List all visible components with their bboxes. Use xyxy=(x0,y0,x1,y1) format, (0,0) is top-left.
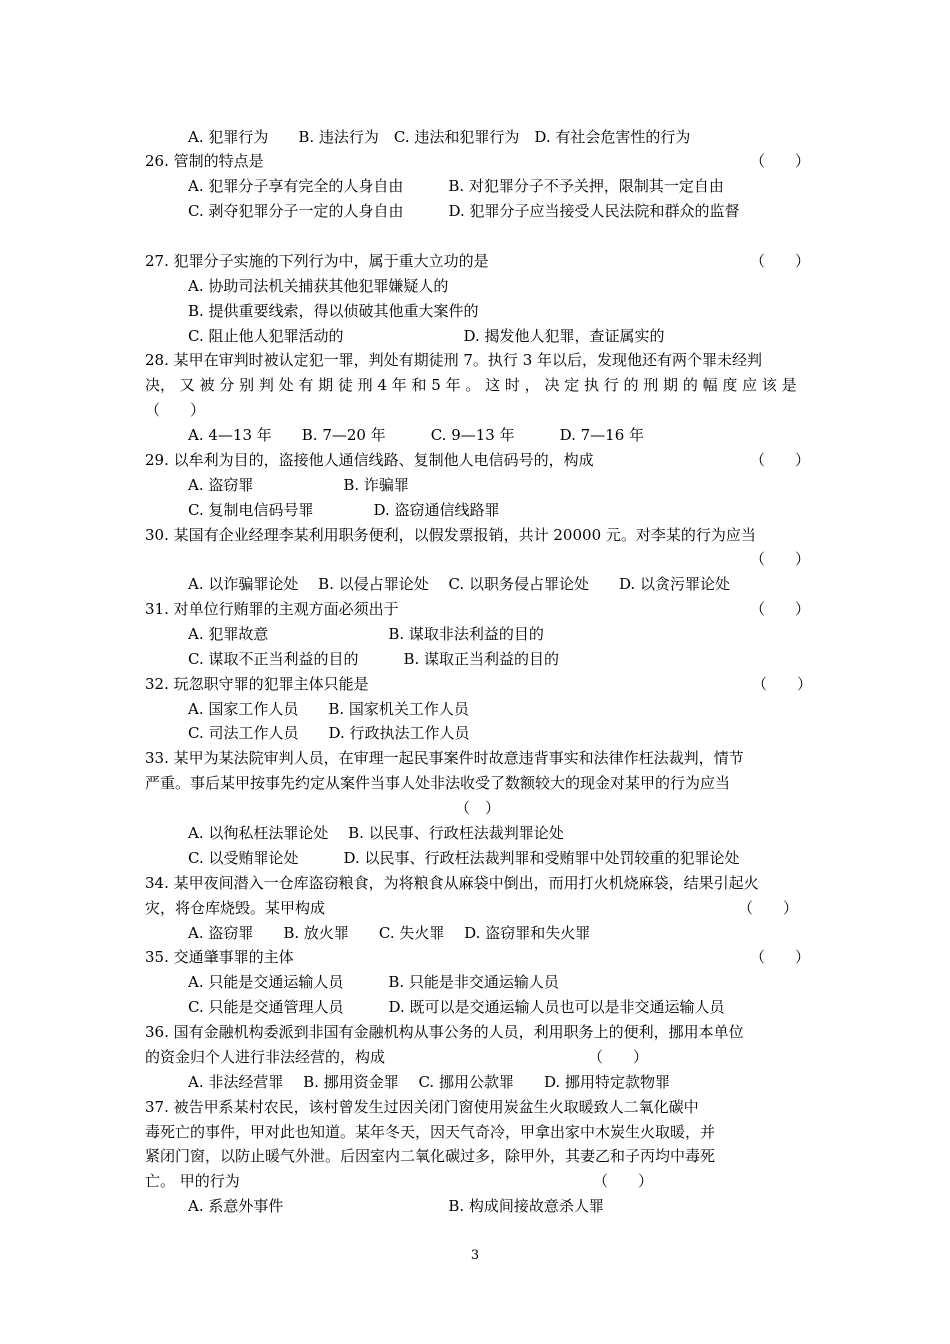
question-30: 30. 某国有企业经理李某利用职务便利，以假发票报销，共计 20000 元。对李某的行为应当 xyxy=(145,526,756,544)
answer-bracket: （ ） xyxy=(752,675,813,693)
option-line: A. 盗窃罪 B. 诈骗罪 xyxy=(188,476,409,494)
answer-bracket: （ ） xyxy=(750,948,811,966)
question-33: 33. 某甲为某法院审判人员，在审理一起民事案件时故意违背事实和法律作枉法裁判，情节 xyxy=(145,749,744,767)
option-line: C. 剥夺犯罪分子一定的人身自由 D. 犯罪分子应当接受人民法院和群众的监督 xyxy=(188,202,740,220)
question-36-cont: 的资金归个人进行非法经营的，构成 xyxy=(145,1048,386,1066)
answer-bracket: （ ） xyxy=(593,1172,654,1190)
option-line: A. 只能是交通运输人员 B. 只能是非交通运输人员 xyxy=(188,973,559,991)
question-36: 36. 国有金融机构委派到非国有金融机构从事公务的人员，利用职务上的便利，挪用本单位 xyxy=(145,1023,744,1041)
option-line: A. 犯罪分子享有完全的人身自由 B. 对犯罪分子不予关押，限制其一定自由 xyxy=(188,177,724,195)
answer-bracket: （ ） xyxy=(145,401,206,419)
option-line: A. 4—13 年 B. 7—20 年 C. 9—13 年 D. 7—16 年 xyxy=(188,426,645,444)
option-line: C. 阻止他人犯罪活动的 D. 揭发他人犯罪，查证属实的 xyxy=(188,327,665,345)
answer-bracket: （ ） xyxy=(738,899,799,917)
option-line: A. 国家工作人员 B. 国家机关工作人员 xyxy=(188,700,469,718)
question-27: 27. 犯罪分子实施的下列行为中，属于重大立功的是 xyxy=(145,252,489,270)
answer-bracket: （ ） xyxy=(750,600,811,618)
option-line: C. 复制电信码号罪 D. 盗窃通信线路罪 xyxy=(188,501,500,519)
answer-bracket: （ ） xyxy=(750,550,811,568)
question-34-cont: 灾，将仓库烧毁。某甲构成 xyxy=(145,899,326,917)
answer-bracket: （ ） xyxy=(455,799,501,817)
option-line: A. 以诈骗罪论处 B. 以侵占罪论处 C. 以职务侵占罪论处 D. 以贪污罪论处 xyxy=(188,575,730,593)
option-line: B. 提供重要线索，得以侦破其他重大案件的 xyxy=(188,302,479,320)
question-37-cont: 亡。 甲的行为 xyxy=(145,1172,240,1190)
option-line: C. 司法工作人员 D. 行政执法工作人员 xyxy=(188,724,470,742)
question-31: 31. 对单位行贿罪的主观方面必须出于 xyxy=(145,600,399,618)
question-28: 28. 某甲在审判时被认定犯一罪，判处有期徒刑 7。执行 3 年以后，发现他还有两个罪未经判 xyxy=(145,351,763,369)
option-line: A. 以徇私枉法罪论处 B. 以民事、行政枉法裁判罪论处 xyxy=(188,824,564,842)
option-line: C. 以受贿罪论处 D. 以民事、行政枉法裁判罪和受贿罪中处罚较重的犯罪论处 xyxy=(188,849,740,867)
option-line: A. 系意外事件 B. 构成间接故意杀人罪 xyxy=(188,1197,604,1215)
option-line: C. 只能是交通管理人员 D. 既可以是交通运输人员也可以是非交通运输人员 xyxy=(188,998,725,1016)
question-28-cont: 决， 又 被 分 别 判 处 有 期 徒 刑 4 年 和 5 年 。 这 时 ， 决 定 执 行 的 刑 期 的 幅 度 应 该 是 xyxy=(145,376,797,394)
question-35: 35. 交通肇事罪的主体 xyxy=(145,948,294,966)
question-37-cont: 毒死亡的事件，甲对此也知道。某年冬天，因天气奇冷，甲拿出家中木炭生火取暖，并 xyxy=(145,1123,716,1141)
question-37: 37. 被告甲系某村农民，该村曾发生过因关闭门窗使用炭盆生火取暖致人二氧化碳中 xyxy=(145,1098,699,1116)
question-34: 34. 某甲夜间潜入一仓库盗窃粮食，为将粮食从麻袋中倒出，而用打火机烧麻袋，结果引起火 xyxy=(145,874,759,892)
option-line: A. 犯罪故意 B. 谋取非法利益的目的 xyxy=(188,625,544,643)
answer-bracket: （ ） xyxy=(750,252,811,270)
page-number: 3 xyxy=(470,1248,480,1263)
answer-bracket: （ ） xyxy=(750,152,811,170)
question-26: 26. 管制的特点是 xyxy=(145,152,264,170)
question-29: 29. 以牟利为目的，盗接他人通信线路、复制他人电信码号的，构成 xyxy=(145,451,594,469)
option-line: C. 谋取不正当利益的目的 B. 谋取正当利益的目的 xyxy=(188,650,560,668)
option-line: A. 犯罪行为 B. 违法行为 C. 违法和犯罪行为 D. 有社会危害性的行为 xyxy=(188,128,691,146)
option-line: A. 非法经营罪 B. 挪用资金罪 C. 挪用公款罪 D. 挪用特定款物罪 xyxy=(188,1073,670,1091)
answer-bracket: （ ） xyxy=(750,451,811,469)
question-37-cont: 紧闭门窗，以防止暖气外泄。后因室内二氧化碳过多，除甲外，其妻乙和子丙均中毒死 xyxy=(145,1147,716,1165)
option-line: A. 盗窃罪 B. 放火罪 C. 失火罪 D. 盗窃罪和失火罪 xyxy=(188,924,591,942)
question-33-cont: 严重。事后某甲按事先约定从案件当事人处非法收受了数额较大的现金对某甲的行为应当 xyxy=(145,774,731,792)
answer-bracket: （ ） xyxy=(588,1048,649,1066)
option-line: A. 协助司法机关捕获其他犯罪嫌疑人的 xyxy=(188,277,449,295)
question-32: 32. 玩忽职守罪的犯罪主体只能是 xyxy=(145,675,369,693)
